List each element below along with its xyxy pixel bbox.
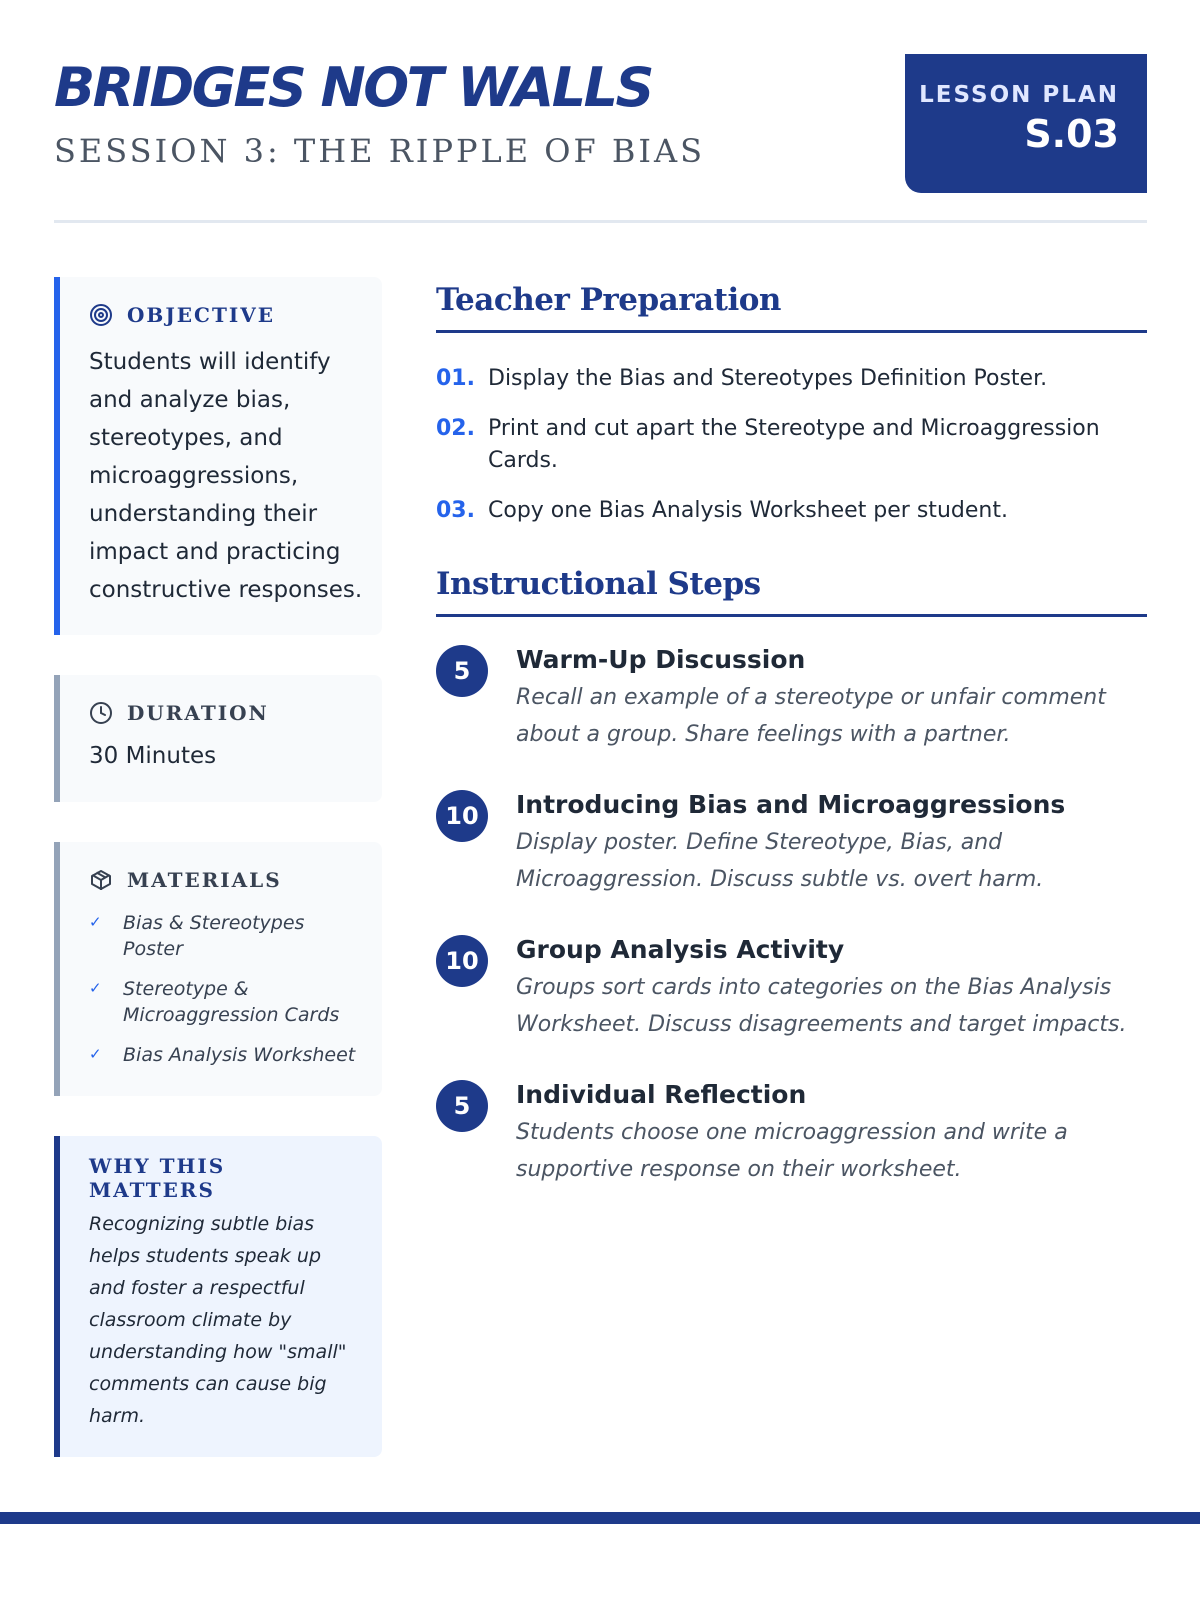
check-icon: ✓ bbox=[89, 1046, 102, 1063]
materials-header bbox=[89, 868, 360, 892]
step-description: Students choose one microaggression and write a supportive response on their worksheet. bbox=[516, 1120, 1068, 1182]
objective-text: Students will identify and analyze bias, stereotypes, and microaggressions, understanding their impact and practicing constructive responses. bbox=[89, 349, 363, 603]
badge-code: S.03 bbox=[1024, 112, 1119, 156]
step-title: Warm-Up Discussion bbox=[516, 645, 806, 674]
page-header bbox=[54, 52, 1147, 222]
step-item bbox=[436, 935, 1147, 1078]
material-label: Bias Analysis Worksheet bbox=[123, 1044, 356, 1066]
objective-header bbox=[89, 303, 360, 327]
step-minutes-badge: 10 bbox=[436, 790, 488, 842]
step-title: Individual Reflection bbox=[516, 1080, 807, 1109]
material-label: Stereotype & Microaggression Cards bbox=[123, 978, 340, 1026]
why-text: Recognizing subtle bias helps students speak up and foster a respectful classroom climate by understanding how "small" comments can cause big harm. bbox=[89, 1213, 347, 1427]
materials-list bbox=[89, 910, 360, 1068]
material-label: Bias & Stereotypes Poster bbox=[123, 912, 305, 960]
prep-number: 02. bbox=[436, 416, 475, 441]
prep-number: 03. bbox=[436, 498, 475, 523]
why-title: WHY THIS MATTERS bbox=[89, 1154, 226, 1202]
step-description: Groups sort cards into categories on the Bias Analysis Worksheet. Discuss disagreements and target impacts. bbox=[516, 975, 1127, 1037]
duration-header bbox=[89, 701, 360, 725]
steps-list bbox=[436, 645, 1147, 1223]
list-item bbox=[89, 910, 360, 962]
materials-title: MATERIALS bbox=[127, 868, 282, 892]
step-title: Group Analysis Activity bbox=[516, 935, 845, 964]
step-minutes-badge: 5 bbox=[436, 645, 488, 697]
step-description: Display poster. Define Stereotype, Bias, and Microaggression. Discuss subtle vs. overt harm. bbox=[516, 830, 1044, 892]
clock-icon bbox=[89, 701, 113, 725]
header-divider bbox=[54, 220, 1147, 223]
check-icon: ✓ bbox=[89, 914, 102, 931]
step-description: Recall an example of a stereotype or unfair comment about a group. Share feelings with a partner. bbox=[516, 685, 1106, 747]
objective-card bbox=[54, 277, 382, 635]
why-this-matters-card bbox=[54, 1136, 382, 1457]
badge-label: LESSON PLAN bbox=[919, 82, 1119, 108]
lesson-plan-badge bbox=[905, 54, 1147, 193]
duration-value: 30 Minutes bbox=[89, 743, 217, 769]
prep-text: Print and cut apart the Stereotype and Microaggression Cards. bbox=[488, 416, 1100, 473]
instructional-steps-heading: Instructional Steps bbox=[436, 566, 1147, 617]
step-item bbox=[436, 790, 1147, 933]
step-item bbox=[436, 645, 1147, 788]
target-icon bbox=[89, 303, 113, 327]
check-icon: ✓ bbox=[89, 980, 102, 997]
duration-title: DURATION bbox=[127, 701, 269, 725]
why-header bbox=[89, 1154, 360, 1202]
list-item bbox=[89, 1042, 360, 1068]
session-subtitle: SESSION 3: THE RIPPLE OF BIAS bbox=[54, 132, 706, 170]
footer-bar bbox=[0, 1512, 1200, 1524]
list-item bbox=[436, 495, 1147, 527]
list-item bbox=[436, 363, 1147, 395]
preparation-list bbox=[436, 363, 1147, 527]
teacher-preparation-section bbox=[436, 282, 1147, 545]
instructional-steps-section bbox=[436, 566, 1147, 1223]
prep-text: Display the Bias and Stereotypes Definition Poster. bbox=[488, 366, 1048, 391]
step-minutes-badge: 10 bbox=[436, 935, 488, 987]
box-icon bbox=[89, 868, 113, 892]
step-item bbox=[436, 1080, 1147, 1223]
step-title: Introducing Bias and Microaggressions bbox=[516, 790, 1066, 819]
list-item bbox=[89, 976, 360, 1028]
duration-card bbox=[54, 675, 382, 802]
teacher-preparation-heading: Teacher Preparation bbox=[436, 282, 1147, 333]
step-minutes-badge: 5 bbox=[436, 1080, 488, 1132]
prep-number: 01. bbox=[436, 366, 475, 391]
materials-card bbox=[54, 842, 382, 1096]
objective-title: OBJECTIVE bbox=[127, 303, 275, 327]
prep-text: Copy one Bias Analysis Worksheet per student. bbox=[488, 498, 1008, 523]
list-item bbox=[436, 413, 1147, 477]
page-title: BRIDGES NOT WALLS bbox=[54, 56, 652, 119]
